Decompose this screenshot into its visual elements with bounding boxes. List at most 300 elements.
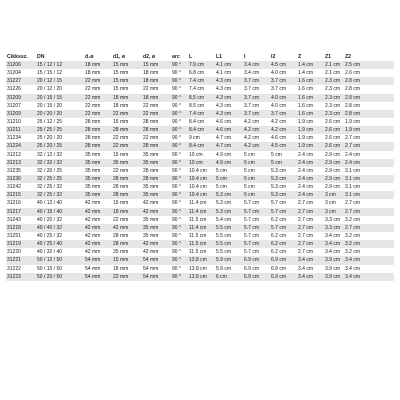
table-cell-col-dn: 40 / 20 / 32 [36, 216, 84, 224]
table-cell-col-Z2: 2.7 cm [344, 142, 394, 150]
table-cell-col-L1: 4.9 cm [215, 151, 243, 159]
table-row [6, 208, 394, 216]
table-cell-col-arc: 90 ° [171, 159, 188, 167]
table-cell-col-Z: 2.4 cm [297, 167, 324, 175]
table-cell-col-arc: 90 ° [171, 232, 188, 240]
header-col-L1: L1 [216, 53, 223, 60]
table-cell-col-L1: 4.1 cm [215, 69, 243, 77]
table-cell-col-L: 7.4 cm [188, 77, 215, 85]
table-cell-col-d1-diameter: 22 mm [112, 216, 142, 224]
table-cell-col-Z1: 2.6 cm [324, 126, 344, 134]
table-cell-col-arc: 90 ° [171, 134, 188, 142]
table-cell-col-l: 5 cm [243, 159, 270, 167]
table-cell-col-d1-diameter: 18 mm [112, 102, 142, 110]
table-row [6, 102, 394, 110]
table-cell-col-Z2: 3.2 cm [344, 240, 394, 248]
table-cell-col-article-number: 31236 [6, 175, 36, 183]
header-col-L: L [189, 53, 193, 60]
table-cell-col-L1: 4.6 cm [215, 126, 243, 134]
table-cell-col-L: 11.4 cm [188, 199, 215, 207]
table-cell-col-Z2: 2.4 cm [344, 151, 394, 159]
table-cell-col-article-number: 31210 [6, 118, 36, 126]
table-cell-col-l: 4.2 cm [243, 126, 270, 134]
table-cell-col-Z2: 3.1 cm [344, 191, 394, 199]
header-col-arc: arc [172, 53, 180, 60]
table-row [6, 85, 394, 93]
table-cell-col-l2: 5 cm [270, 159, 297, 167]
table-cell-col-L: 11.5 cm [188, 232, 215, 240]
table-cell-col-d1-diameter: 15 mm [112, 61, 142, 69]
table-cell-col-article-number: 31211 [6, 126, 36, 134]
table-cell-col-Z: 2.7 cm [297, 232, 324, 240]
table-cell-col-article-number: 31221 [6, 256, 36, 264]
table-cell-col-l2: 6.2 cm [270, 216, 297, 224]
table-row [6, 256, 394, 264]
table-cell-col-l: 3.4 cm [243, 69, 270, 77]
table-cell-col-d1-diameter: 28 mm [112, 126, 142, 134]
table-cell-col-d1-diameter: 22 mm [112, 273, 142, 281]
table-cell-col-d2-diameter: 18 mm [142, 69, 171, 77]
table-cell-col-Z1: 3.9 cm [324, 273, 344, 281]
table-cell-col-d2-diameter: 35 mm [142, 232, 171, 240]
table-cell-col-d1-diameter: 15 mm [112, 69, 142, 77]
table-cell-col-L1: 5.3 cm [215, 191, 243, 199]
table-cell-col-Z2: 3.1 cm [344, 167, 394, 175]
table-cell-col-article-number: 31234 [6, 134, 36, 142]
table-cell-col-arc: 90 ° [171, 265, 188, 273]
table-cell-col-l2: 5.7 cm [270, 224, 297, 232]
table-cell-col-L: 10 cm [188, 151, 215, 159]
table-cell-col-l: 5.7 cm [243, 216, 270, 224]
table-cell-col-Z2: 3.1 cm [344, 183, 394, 191]
table-cell-col-l: 5.7 cm [243, 232, 270, 240]
table-cell-col-arc: 90 ° [171, 191, 188, 199]
header-col-dn: DN [37, 53, 45, 60]
table-cell-col-d2-diameter: 22 mm [142, 134, 171, 142]
table-row [6, 151, 394, 159]
table-cell-col-arc: 90 ° [171, 273, 188, 281]
table-cell-col-d-diameter: 54 mm [84, 256, 112, 264]
table-cell-col-d-diameter: 54 mm [84, 265, 112, 273]
table-cell-col-d-diameter: 18 mm [84, 69, 112, 77]
table-cell-col-l2: 5.7 cm [270, 199, 297, 207]
table-cell-col-Z2: 3.2 cm [344, 216, 394, 224]
table-row [6, 110, 394, 118]
table-cell-col-article-number: 31235 [6, 167, 36, 175]
table-cell-col-Z: 2.7 cm [297, 208, 324, 216]
table-cell-col-d1-diameter: 28 mm [112, 175, 142, 183]
table-cell-col-d2-diameter: 28 mm [142, 126, 171, 134]
table-cell-col-article-number: 31224 [6, 142, 36, 150]
table-cell-col-Z1: 3.4 cm [324, 248, 344, 256]
table-cell-col-L: 10.4 cm [188, 167, 215, 175]
table-cell-col-L: 11.5 cm [188, 240, 215, 248]
table-cell-col-Z2: 3.1 cm [344, 175, 394, 183]
table-cell-col-l: 4.2 cm [243, 142, 270, 150]
table-cell-col-l2: 5.3 cm [270, 183, 297, 191]
table-cell-col-Z2: 2.8 cm [344, 85, 394, 93]
table-cell-col-d-diameter: 42 mm [84, 248, 112, 256]
table-cell-col-l: 3.7 cm [243, 102, 270, 110]
table-cell-col-d2-diameter: 22 mm [142, 110, 171, 118]
table-cell-col-dn: 15 / 15 / 12 [36, 69, 84, 77]
table-cell-col-article-number: 31251 [6, 232, 36, 240]
table-cell-col-l2: 4.5 cm [270, 61, 297, 69]
table-row [6, 61, 394, 69]
table-cell-col-L1: 5.4 cm [215, 216, 243, 224]
table-cell-col-d-diameter: 22 mm [84, 85, 112, 93]
table-cell-col-Z: 1.9 cm [297, 142, 324, 150]
table-cell-col-L: 13.8 cm [188, 265, 215, 273]
table-cell-col-d1-diameter: 35 mm [112, 248, 142, 256]
table-row [6, 175, 394, 183]
table-cell-col-L: 13.8 cm [188, 273, 215, 281]
table-cell-col-Z2: 2.7 cm [344, 208, 394, 216]
table-cell-col-Z1: 2.9 cm [324, 167, 344, 175]
table-cell-col-d1-diameter: 15 mm [112, 199, 142, 207]
table-cell-col-dn: 40 / 12 / 40 [36, 199, 84, 207]
table-cell-col-dn: 32 / 25 / 32 [36, 183, 84, 191]
table-cell-col-Z: 2.7 cm [297, 248, 324, 256]
table-cell-col-arc: 90 ° [171, 77, 188, 85]
table-cell-col-dn: 40 / 40 / 32 [36, 224, 84, 232]
table-cell-col-article-number: 31220 [6, 248, 36, 256]
table-cell-col-l2: 4.0 cm [270, 69, 297, 77]
table-cell-col-l: 3.7 cm [243, 110, 270, 118]
table-cell-col-L1: 5.9 cm [215, 265, 243, 273]
table-cell-col-Z1: 2.1 cm [324, 61, 344, 69]
table-cell-col-d-diameter: 28 mm [84, 142, 112, 150]
table-cell-col-d2-diameter: 42 mm [142, 248, 171, 256]
table-cell-col-l: 6.9 cm [243, 265, 270, 273]
table-cell-col-d-diameter: 22 mm [84, 102, 112, 110]
table-cell-col-d1-diameter: 22 mm [112, 142, 142, 150]
table-cell-col-Z: 2.4 cm [297, 159, 324, 167]
table-cell-col-Z: 1.9 cm [297, 118, 324, 126]
header-col-Z2: Z2 [345, 53, 352, 60]
table-cell-col-L1: 6 cm [215, 273, 243, 281]
table-cell-col-L1: 4.7 cm [215, 142, 243, 150]
table-cell-col-L1: 4.7 cm [215, 134, 243, 142]
table-cell-col-d2-diameter: 42 mm [142, 208, 171, 216]
table-cell-col-Z2: 2.5 cm [344, 61, 394, 69]
table-cell-col-L1: 5 cm [215, 167, 243, 175]
table-cell-col-Z1: 2.3 cm [324, 94, 344, 102]
table-cell-col-arc: 90 ° [171, 102, 188, 110]
header-col-d-diameter: d₁ø [85, 53, 94, 60]
table-cell-col-arc: 90 ° [171, 94, 188, 102]
table-cell-col-arc: 90 ° [171, 61, 188, 69]
table-cell-col-d-diameter: 42 mm [84, 199, 112, 207]
table-cell-col-d1-diameter: 35 mm [112, 159, 142, 167]
table-cell-col-d-diameter: 28 mm [84, 126, 112, 134]
table-cell-col-arc: 90 ° [171, 175, 188, 183]
table-cell-col-l: 3.4 cm [243, 61, 270, 69]
table-cell-col-d2-diameter: 42 mm [142, 199, 171, 207]
table-cell-col-d2-diameter: 22 mm [142, 85, 171, 93]
table-cell-col-Z1: 3 cm [324, 208, 344, 216]
table-cell-col-l2: 4.2 cm [270, 118, 297, 126]
table-cell-col-L: 11.4 cm [188, 208, 215, 216]
header-col-d2-diameter: d2, ø [143, 53, 156, 60]
table-cell-col-article-number: 31213 [6, 159, 36, 167]
table-cell-col-dn: 40 / 15 / 40 [36, 208, 84, 216]
table-cell-col-l: 6.9 cm [243, 273, 270, 281]
table-cell-col-arc: 90 ° [171, 126, 188, 134]
table-cell-col-arc: 90 ° [171, 151, 188, 159]
table-cell-col-l2: 3.7 cm [270, 77, 297, 85]
table-cell-col-l2: 6.9 cm [270, 256, 297, 264]
table-cell-col-L: 8.4 cm [188, 126, 215, 134]
table-row [6, 216, 394, 224]
table-cell-col-Z: 1.6 cm [297, 77, 324, 85]
table-cell-col-Z1: 2.9 cm [324, 183, 344, 191]
table-cell-col-article-number: 31204 [6, 69, 36, 77]
table-cell-col-d-diameter: 42 mm [84, 224, 112, 232]
table-cell-col-d1-diameter: 15 mm [112, 77, 142, 85]
table-cell-col-d-diameter: 42 mm [84, 216, 112, 224]
table-cell-col-article-number: 31223 [6, 273, 36, 281]
table-cell-col-Z2: 2.8 cm [344, 77, 394, 85]
table-cell-col-L1: 4.3 cm [215, 102, 243, 110]
table-header-row [6, 52, 394, 61]
table-cell-col-article-number: 31222 [6, 265, 36, 273]
table-cell-col-Z1: 3.3 cm [324, 224, 344, 232]
table-cell-col-dn: 15 / 12 / 12 [36, 61, 84, 69]
table-cell-col-article-number: 31227 [6, 77, 36, 85]
table-row [6, 77, 394, 85]
table-row [6, 265, 394, 273]
table-cell-col-L: 10.4 cm [188, 191, 215, 199]
table-cell-col-l: 5.7 cm [243, 199, 270, 207]
table-cell-col-Z2: 2.4 cm [344, 159, 394, 167]
table-row [6, 126, 394, 134]
table-cell-col-article-number: 31242 [6, 183, 36, 191]
table-cell-col-Z1: 3 cm [324, 191, 344, 199]
table-cell-col-l2: 6.2 cm [270, 248, 297, 256]
table-cell-col-Z2: 3.2 cm [344, 232, 394, 240]
table-cell-col-d2-diameter: 28 mm [142, 175, 171, 183]
table-cell-col-d-diameter: 35 mm [84, 175, 112, 183]
table-cell-col-Z1: 2.6 cm [324, 134, 344, 142]
table-row [6, 159, 394, 167]
table-row [6, 199, 394, 207]
table-cell-col-dn: 50 / 12 / 50 [36, 256, 84, 264]
table-cell-col-Z: 3.4 cm [297, 256, 324, 264]
table-cell-col-l: 5 cm [243, 175, 270, 183]
table-cell-col-Z1: 2.3 cm [324, 85, 344, 93]
table-cell-col-Z1: 2.3 cm [324, 77, 344, 85]
table-cell-col-arc: 90 ° [171, 85, 188, 93]
table-row [6, 94, 394, 102]
table-cell-col-Z: 1.6 cm [297, 102, 324, 110]
table-cell-col-l2: 5.3 cm [270, 191, 297, 199]
table-cell-col-Z1: 2.6 cm [324, 142, 344, 150]
table-cell-col-L1: 4.1 cm [215, 61, 243, 69]
table-cell-col-article-number: 31219 [6, 240, 36, 248]
table-cell-col-d-diameter: 18 mm [84, 61, 112, 69]
table-cell-col-Z2: 3.4 cm [344, 265, 394, 273]
table-cell-col-L1: 5.5 cm [215, 232, 243, 240]
table-cell-col-L: 8.4 cm [188, 142, 215, 150]
table-cell-col-L: 8.5 cm [188, 102, 215, 110]
table-cell-col-l: 5.7 cm [243, 208, 270, 216]
table-cell-col-d-diameter: 35 mm [84, 191, 112, 199]
table-cell-col-l: 5.7 cm [243, 224, 270, 232]
table-cell-col-L1: 5 cm [215, 183, 243, 191]
table-cell-col-dn: 32 / 20 / 25 [36, 167, 84, 175]
table-cell-col-d2-diameter: 35 mm [142, 151, 171, 159]
table-cell-col-d2-diameter: 28 mm [142, 118, 171, 126]
table-cell-col-dn: 32 / 25 / 32 [36, 191, 84, 199]
table-cell-col-dn: 32 / 12 / 32 [36, 151, 84, 159]
table-cell-col-d1-diameter: 22 mm [112, 167, 142, 175]
table-cell-col-d-diameter: 42 mm [84, 240, 112, 248]
table-cell-col-d-diameter: 42 mm [84, 232, 112, 240]
table-cell-col-d2-diameter: 18 mm [142, 77, 171, 85]
table-cell-col-Z: 2.7 cm [297, 216, 324, 224]
table-cell-col-d1-diameter: 28 mm [112, 240, 142, 248]
table-body [6, 61, 394, 281]
table-cell-col-d1-diameter: 15 mm [112, 85, 142, 93]
table-cell-col-arc: 90 ° [171, 256, 188, 264]
table-row [6, 248, 394, 256]
table-cell-col-dn: 50 / 20 / 50 [36, 273, 84, 281]
table-cell-col-d2-diameter: 42 mm [142, 240, 171, 248]
table-cell-col-Z2: 1.9 cm [344, 126, 394, 134]
table-cell-col-l: 3.7 cm [243, 85, 270, 93]
table-cell-col-arc: 90 ° [171, 224, 188, 232]
table-cell-col-dn: 40 / 32 / 40 [36, 248, 84, 256]
table-cell-col-dn: 32 / 25 / 25 [36, 175, 84, 183]
table-cell-col-arc: 90 ° [171, 167, 188, 175]
table-cell-col-l: 6.9 cm [243, 256, 270, 264]
table-cell-col-article-number: 31207 [6, 102, 36, 110]
table-cell-col-dn: 20 / 12 / 15 [36, 77, 84, 85]
table-row [6, 273, 394, 281]
table-cell-col-d-diameter: 35 mm [84, 167, 112, 175]
table-cell-col-l2: 4.0 cm [270, 94, 297, 102]
table-cell-col-Z1: 2.6 cm [324, 118, 344, 126]
table-cell-col-d-diameter: 35 mm [84, 159, 112, 167]
table-row [6, 142, 394, 150]
table-cell-col-dn: 20 / 20 / 20 [36, 110, 84, 118]
table-cell-col-Z: 1.6 cm [297, 94, 324, 102]
table-cell-col-d2-diameter: 54 mm [142, 256, 171, 264]
table-cell-col-dn: 25 / 20 / 25 [36, 142, 84, 150]
table-cell-col-article-number: 31218 [6, 224, 36, 232]
table-row [6, 134, 394, 142]
table-cell-col-dn: 32 / 32 / 32 [36, 159, 84, 167]
table-cell-col-dn: 40 / 25 / 32 [36, 232, 84, 240]
table-cell-col-Z: 2.4 cm [297, 183, 324, 191]
table-cell-col-d-diameter: 22 mm [84, 94, 112, 102]
table-cell-col-d-diameter: 28 mm [84, 134, 112, 142]
table-cell-col-d-diameter: 22 mm [84, 110, 112, 118]
table-row [6, 240, 394, 248]
table-cell-col-Z2: 2.8 cm [344, 110, 394, 118]
table-cell-col-d2-diameter: 35 mm [142, 216, 171, 224]
table-cell-col-l2: 4.6 cm [270, 134, 297, 142]
table-cell-col-Z2: 3.2 cm [344, 248, 394, 256]
table-cell-col-l2: 6.9 cm [270, 265, 297, 273]
table-cell-col-d-diameter: 35 mm [84, 151, 112, 159]
table-cell-col-arc: 90 ° [171, 110, 188, 118]
table-cell-col-arc: 90 ° [171, 216, 188, 224]
table-cell-col-d2-diameter: 18 mm [142, 94, 171, 102]
table-cell-col-article-number: 31226 [6, 85, 36, 93]
table-row [6, 183, 394, 191]
table-cell-col-dn: 50 / 15 / 50 [36, 265, 84, 273]
table-cell-col-Z: 1.9 cm [297, 134, 324, 142]
table-cell-col-dn: 20 / 12 / 20 [36, 85, 84, 93]
table-cell-col-Z: 2.4 cm [297, 175, 324, 183]
table-cell-col-d-diameter: 35 mm [84, 183, 112, 191]
spec-table [6, 52, 394, 281]
table-cell-col-Z: 2.7 cm [297, 240, 324, 248]
table-cell-col-Z1: 2.3 cm [324, 102, 344, 110]
table-cell-col-article-number: 31209 [6, 110, 36, 118]
table-cell-col-Z: 1.4 cm [297, 69, 324, 77]
table-cell-col-arc: 90 ° [171, 240, 188, 248]
table-cell-col-dn: 20 / 15 / 15 [36, 94, 84, 102]
table-cell-col-d1-diameter: 18 mm [112, 208, 142, 216]
table-cell-col-Z: 2.4 cm [297, 191, 324, 199]
table-cell-col-l2: 4.2 cm [270, 126, 297, 134]
header-col-article-number: Cikkssz. [7, 53, 28, 60]
table-cell-col-d2-diameter: 35 mm [142, 183, 171, 191]
table-cell-col-d1-diameter: 18 mm [112, 94, 142, 102]
table-cell-col-L: 6.8 cm [188, 69, 215, 77]
table-cell-col-l2: 3.7 cm [270, 85, 297, 93]
table-cell-col-d-diameter: 28 mm [84, 118, 112, 126]
table-cell-col-Z: 1.9 cm [297, 126, 324, 134]
table-cell-col-d2-diameter: 35 mm [142, 191, 171, 199]
table-cell-col-article-number: 31216 [6, 199, 36, 207]
table-cell-col-l2: 5.7 cm [270, 208, 297, 216]
table-cell-col-dn: 25 / 25 / 25 [36, 126, 84, 134]
table-cell-col-l: 4.2 cm [243, 118, 270, 126]
table-cell-col-d2-diameter: 28 mm [142, 142, 171, 150]
table-cell-col-Z: 3.4 cm [297, 265, 324, 273]
table-cell-col-d1-diameter: 28 mm [112, 183, 142, 191]
table-cell-col-d1-diameter: 15 mm [112, 256, 142, 264]
table-cell-col-L1: 5.9 cm [215, 256, 243, 264]
table-cell-col-Z2: 3.4 cm [344, 256, 394, 264]
table-cell-col-l: 5 cm [243, 167, 270, 175]
table-cell-col-d1-diameter: 28 mm [112, 232, 142, 240]
header-col-d1-diameter: d1, ø [113, 53, 126, 60]
table-cell-col-d-diameter: 54 mm [84, 273, 112, 281]
table-cell-col-Z1: 2.3 cm [324, 110, 344, 118]
table-cell-col-d2-diameter: 54 mm [142, 273, 171, 281]
table-cell-col-l: 5 cm [243, 183, 270, 191]
table-cell-col-article-number: 31215 [6, 191, 36, 199]
table-cell-col-l2: 4.0 cm [270, 102, 297, 110]
table-cell-col-Z1: 2.9 cm [324, 151, 344, 159]
table-cell-col-article-number: 31209 [6, 94, 36, 102]
table-row [6, 191, 394, 199]
table-cell-col-L1: 5.5 cm [215, 240, 243, 248]
table-cell-col-arc: 90 ° [171, 118, 188, 126]
table-row [6, 232, 394, 240]
table-cell-col-L: 10.4 cm [188, 183, 215, 191]
table-cell-col-Z2: 2.7 cm [344, 199, 394, 207]
table-cell-col-arc: 90 ° [171, 208, 188, 216]
table-cell-col-d1-diameter: 22 mm [112, 134, 142, 142]
header-col-l2: l2 [271, 53, 276, 60]
table-cell-col-Z: 3.4 cm [297, 273, 324, 281]
